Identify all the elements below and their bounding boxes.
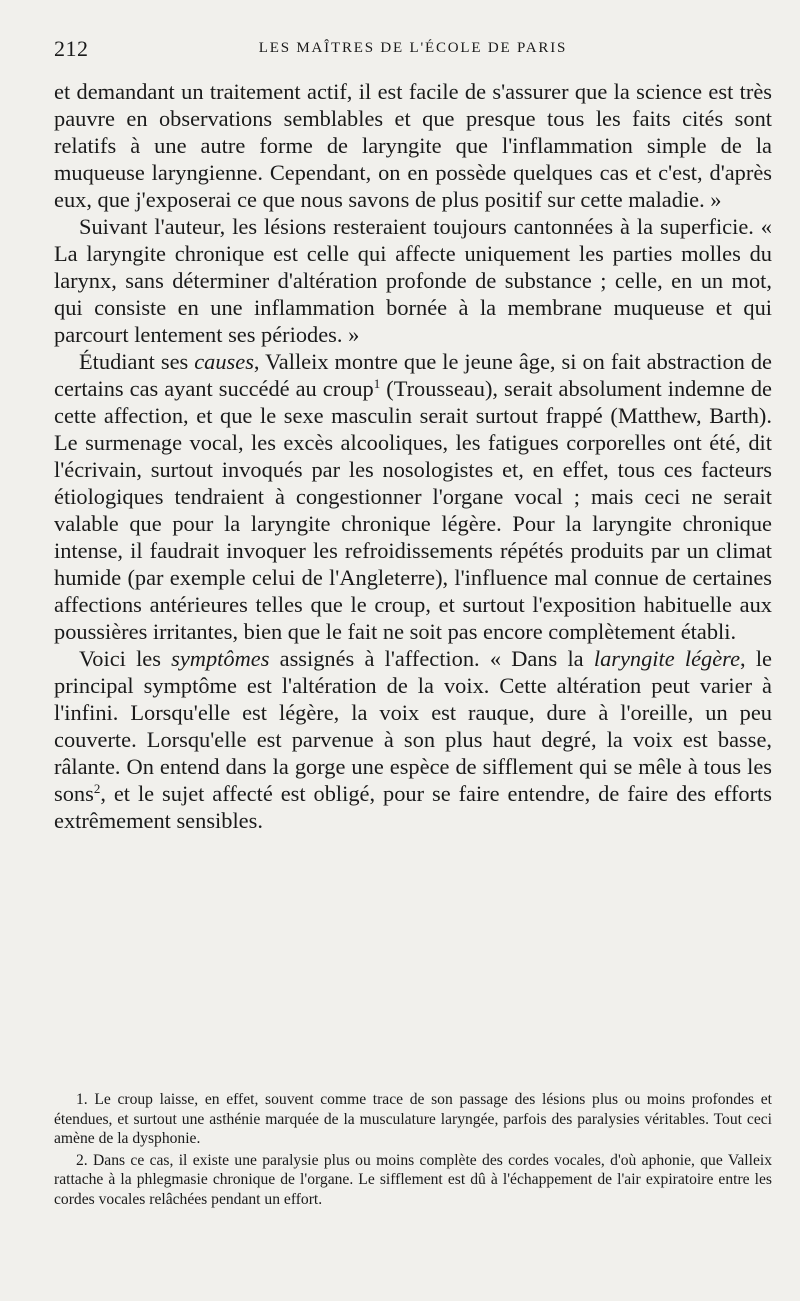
p4-text-c: assignés à l'affection. « Dans la [269, 646, 594, 671]
paragraph-1: et demandant un traitement actif, il est facile de s'assurer que la science est très pauvre en observations semblables et que presque tous les faits cités sont relatifs à une autre forme de laryngite que l'inflammation simple de la muqueuse laryngienne. Cependant, on en possède quelques cas et c'est, d'après eux, que j'exposerai ce que nous savons de plus positif sur cette maladie. » [54, 79, 772, 212]
body-text [54, 78, 772, 834]
p4-text-e: , le principal symptôme est l'altération de la voix. Cette altération peut varier à l'infini. Lorsqu'elle est légère, la voix est rauque, dure à l'oreille, un peu couverte. Lorsqu'elle est parvenue à son plus haut degré, la voix est basse, râlante. On entend dans la gorge une espèce de sifflement qui se mêle à tous les sons [54, 646, 772, 806]
footnotes [54, 1090, 772, 1212]
p3-text-d: (Trousseau), serait absolument indemne de cette affection, et que le sexe masculin serait surtout frappé (Matthew, Barth). Le surmenage vocal, les excès alcooliques, les fatigues corporelles ont été, dit l'écrivain, surtout invoqués par les nosologistes et, en effet, tous ces facteurs étiologiques tendraient à congestionner l'organe vocal ; mais ceci ne serait valable que pour la laryngite chronique légère. Pour la laryngite chronique intense, il faudrait invoquer les refroidissements répétés produits par un climat humide (par exemple celui de l'Angleterre), l'influence mal connue de certaines affections antérieures telles que le croup, et surtout l'exposition habituelle aux poussières irritantes, bien que le fait ne soit pas encore complètement établi. [54, 376, 772, 644]
paragraph-3 [54, 348, 772, 645]
footnote-1: 1. Le croup laisse, en effet, souvent comme trace de son passage des lésions plus ou moins profondes et étendues, et surtout une asthénie marquée de la musculature laryngée, parfois des paralysies véritables. Tout ceci amène de la dysphonie. [54, 1091, 772, 1148]
running-title: LES MAÎTRES DE L'ÉCOLE DE PARIS [258, 40, 568, 56]
page-number: 212 [54, 36, 89, 61]
p3-text-a: Étudiant ses [79, 349, 195, 374]
footnote-ref-1: 1 [373, 376, 381, 391]
p4-emphasis-laryngite-legere: laryngite légère [593, 646, 741, 671]
paragraph-4 [54, 645, 772, 834]
p3-text-c: , Valleix montre que le jeune âge, si on fait abstraction de certains cas ayant succédé au croup [54, 349, 772, 401]
p3-emphasis-causes: causes [194, 349, 254, 374]
footnote-2: 2. Dans ce cas, il existe une paralysie plus ou moins complète des cordes vocales, d'où aphonie, que Valleix rattache à la phlegmasie chronique de l'organe. Le sifflement est dû à l'échappement de l'air expiratoire entre les cordes vocales relâchées pendant un effort. [54, 1151, 772, 1208]
p4-text-a: Voici les [79, 646, 172, 671]
p4-emphasis-symptomes: symptômes [171, 646, 270, 671]
footnote-ref-2: 2 [93, 781, 101, 796]
p4-text-f: , et le sujet affecté est obligé, pour se faire entendre, de faire des efforts extrêmement sensibles. [54, 781, 772, 833]
running-head [54, 36, 772, 66]
paragraph-2: Suivant l'auteur, les lésions resteraient toujours cantonnées à la superficie. « La laryngite chronique est celle qui affecte uniquement les parties molles du larynx, sans déterminer d'altération profonde de substance ; celle, en un mot, qui consiste en une inflammation bornée à la membrane muqueuse et qui parcourt lentement ses périodes. » [54, 214, 772, 347]
